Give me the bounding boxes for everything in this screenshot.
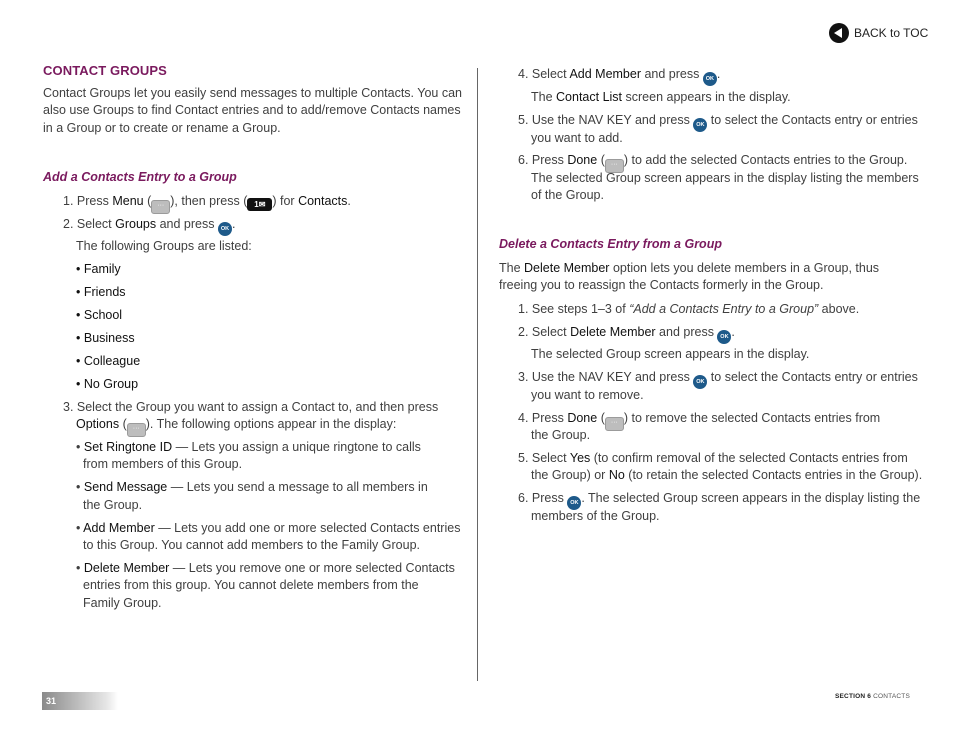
option-set-ringtone: • Set Ringtone ID — Lets you assign a unique ringtone to calls bbox=[76, 439, 421, 457]
delete-step-5-cont: the Group) or No (to retain the selected Contacts entries in the Group). bbox=[531, 468, 923, 482]
group-item-business: • Business bbox=[76, 330, 135, 348]
group-item-friends: • Friends bbox=[76, 284, 126, 302]
ok-key-icon: OK bbox=[567, 496, 581, 510]
option-add-member-cont: to this Group. You cannot add members to the Family Group. bbox=[83, 538, 420, 552]
option-send-message: • Send Message — Lets you send a message to all members in bbox=[76, 479, 428, 497]
done-softkey-icon: ··· bbox=[605, 159, 624, 173]
option-set-ringtone-cont: from members of this Group. bbox=[83, 457, 243, 471]
option-delete-member-cont-2: Family Group. bbox=[83, 596, 162, 610]
add-step-6-cont-2: of the Group. bbox=[531, 188, 604, 202]
add-step-3-line-1: 3. Select the Group you want to assign a Contact to, and then press bbox=[63, 400, 439, 414]
back-to-toc-label: BACK to TOC bbox=[854, 26, 929, 40]
add-step-1: 1. Press Menu ( ··· ), then press ( 1✉ ) for Contacts. bbox=[63, 193, 351, 214]
menu-softkey-icon: ··· bbox=[151, 200, 170, 214]
done-softkey-icon: ··· bbox=[605, 417, 624, 431]
back-to-toc-link[interactable] bbox=[829, 23, 928, 43]
intro-line-2: also use Groups to find Contact entries and to add/remove Contacts names bbox=[43, 103, 461, 117]
group-item-colleague: • Colleague bbox=[76, 353, 140, 371]
option-add-member: • Add Member — Lets you add one or more selected Contacts entries bbox=[76, 520, 460, 538]
delete-entry-title: Delete a Contacts Entry from a Group bbox=[499, 237, 722, 251]
delete-step-4: 4. Press Done ( ··· ) to remove the selected Contacts entries from bbox=[518, 410, 880, 431]
contacts-key-icon: 1✉ bbox=[247, 198, 272, 211]
section-title: CONTACT GROUPS bbox=[43, 63, 167, 78]
intro-line-3: in a Group or to create or rename a Group. bbox=[43, 121, 281, 135]
intro-line-1: Contact Groups let you easily send messages to multiple Contacts. You can bbox=[43, 86, 462, 100]
options-softkey-icon: ··· bbox=[127, 423, 146, 437]
add-step-5: 5. Use the NAV KEY and press OK to select the Contacts entry or entries bbox=[518, 112, 918, 132]
column-divider bbox=[477, 68, 478, 681]
group-item-no-group: • No Group bbox=[76, 376, 138, 394]
page-number: 31 bbox=[46, 696, 57, 706]
delete-step-1: 1. See steps 1–3 of “Add a Contacts Entry to a Group” above. bbox=[518, 302, 860, 316]
add-step-3-line-2: Options ( ··· ). The following options appear in the display: bbox=[76, 416, 396, 437]
delete-group-screen-text: The selected Group screen appears in the display. bbox=[531, 347, 810, 361]
delete-intro-line-2: freeing you to reassign the Contacts formerly in the Group. bbox=[499, 278, 824, 292]
delete-step-2: 2. Select Delete Member and press OK . bbox=[518, 324, 735, 344]
groups-listed-text: The following Groups are listed: bbox=[76, 239, 252, 253]
group-item-school: • School bbox=[76, 307, 122, 325]
ok-key-icon: OK bbox=[703, 72, 717, 86]
ok-key-icon: OK bbox=[717, 330, 731, 344]
delete-intro-line-1: The Delete Member option lets you delete members in a Group, thus bbox=[499, 261, 880, 275]
delete-step-5: 5. Select Yes (to confirm removal of the selected Contacts entries from bbox=[518, 451, 908, 465]
option-send-message-cont: the Group. bbox=[83, 498, 143, 512]
ok-key-icon: OK bbox=[693, 375, 707, 389]
option-delete-member-cont-1: entries from this group. You cannot delete members from the bbox=[83, 578, 419, 592]
add-step-5-cont: you want to add. bbox=[531, 131, 623, 145]
delete-step-3: 3. Use the NAV KEY and press OK to select the Contacts entry or entries bbox=[518, 369, 918, 389]
delete-step-4-cont: the Group. bbox=[531, 428, 591, 442]
contact-list-text: The Contact List screen appears in the display. bbox=[531, 90, 791, 104]
ok-key-icon: OK bbox=[218, 222, 232, 236]
option-delete-member: • Delete Member — Lets you remove one or more selected Contacts bbox=[76, 560, 455, 578]
add-step-2: 2. Select Groups and press OK . bbox=[63, 216, 235, 236]
add-step-6-cont-1: The selected Group screen appears in the display listing the members bbox=[531, 171, 919, 185]
section-footer: SECTION 6 CONTACTS bbox=[834, 693, 910, 700]
group-item-family: • Family bbox=[76, 261, 121, 279]
add-step-4: 4. Select Add Member and press OK . bbox=[518, 66, 720, 86]
back-arrow-icon bbox=[829, 23, 849, 43]
add-step-6: 6. Press Done ( ··· ) to add the selected Contacts entries to the Group. bbox=[518, 152, 907, 173]
delete-step-6-cont: members of the Group. bbox=[531, 509, 660, 523]
add-entry-title: Add a Contacts Entry to a Group bbox=[43, 170, 237, 184]
delete-step-6: 6. Press OK . The selected Group screen appears in the display listing the bbox=[518, 490, 920, 510]
delete-step-3-cont: you want to remove. bbox=[531, 388, 644, 402]
ok-key-icon: OK bbox=[693, 118, 707, 132]
